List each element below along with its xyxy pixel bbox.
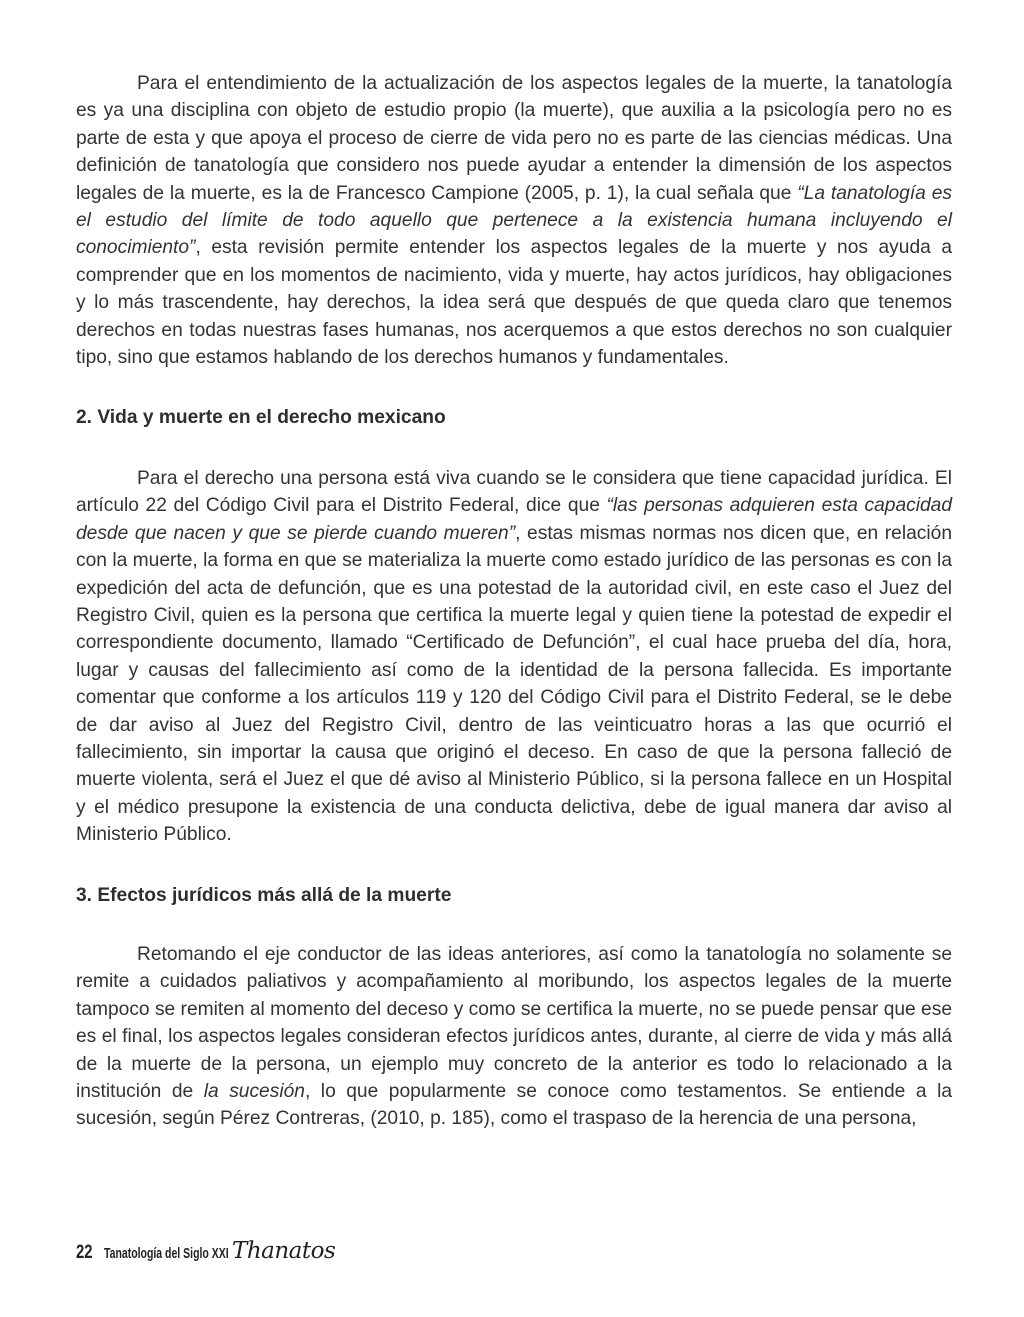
paragraph-text: , esta revisión permite entender los aspectos legales de la muerte y nos ayuda a comprender que en los momentos de nacimiento, vida y muerte, hay actos jurídicos, hay obligaciones y lo más trascendente, hay derechos, la idea será que después de que queda claro que tenemos derechos en todas nuestras fases humanas, nos acerquemos a que estos derechos no son cualquier tipo, sino que estamos hablando de los derechos humanos y fundamentales. xyxy=(76,237,952,369)
section-heading-3: 3. Efectos jurídicos más allá de la muerte xyxy=(76,884,452,906)
paragraph-section-3 xyxy=(76,941,952,1133)
paragraph-text: Retomando el eje conductor de las ideas anteriores, así como la tanatología no solamente se remite a cuidados paliativos y acompañamiento al moribundo, los aspectos legales de la muerte tampoco se remiten al momento del deceso y como se certifica la muerte, no se puede pensar que ese es el final, los aspectos legales consideran efectos jurídicos antes, durante, al cierre de vida y más allá de la muerte de la persona, un ejemplo muy concreto de la anterior es todo lo relacionado a la institución de xyxy=(76,943,952,1102)
page-number: 22 xyxy=(76,1242,93,1263)
sucesion-term: la sucesión xyxy=(203,1081,305,1102)
paragraph-text: Para el derecho una persona está viva cuando se le considera que tiene capacidad jurídica. El artículo 22 del Código Civil para el Distrito Federal, dice que xyxy=(76,467,952,517)
paragraph-intro xyxy=(76,70,952,371)
civil-code-quote: “las personas adquieren esta capacidad desde que nacen y que se pierde cuando mueren” xyxy=(76,495,952,544)
paragraph-text: Para el entendimiento de la actualización de los aspectos legales de la muerte, la tanatología es ya una disciplina con objeto de estudio propio (la muerte), que auxilia a la psicología pero no es parte de esta y que apoya el proceso de cierre de vida pero no es parte de las ciencias médicas. Una definición de tanatología que considero nos puede ayudar a entender la dimensión de los aspectos legales de la muerte, es la de Francesco Campione (2005, p. 1), la cual señala que xyxy=(76,73,952,204)
page-footer xyxy=(76,1238,335,1268)
paragraph-section-2 xyxy=(76,465,952,849)
paragraph-text: , estas mismas normas nos dicen que, en relación con la muerte, la forma en que se materializa la muerte como estado jurídico de las personas es con la expedición del acta de defunción, que es una potestad de la autoridad civil, en este caso el Juez del Registro Civil, quien es la persona que certifica la muerte legal y quien tiene la potestad de expedir el correspondiente documento, llamado “Certificado de Defunción”, el cual hace prueba del día, hora, lugar y causas del fallecimiento así como de la identidad de la persona fallecida. Es importante comentar que conforme a los artículos 119 y 120 del Código Civil para el Distrito Federal, se le debe de dar aviso al Juez del Registro Civil, dentro de las veinticuatro horas a las que ocurrió el fallecimiento, sin importar la causa que originó el deceso. En caso de que la persona falleció de muerte violenta, será el Juez el que dé aviso al Ministerio Público, si la persona fallece en un Hospital y el médico presupone la existencia de una conducta delictiva, debe de igual manera dar aviso al Ministerio Público. xyxy=(76,522,952,846)
section-heading-2: 2. Vida y muerte en el derecho mexicano xyxy=(76,407,446,429)
thanatos-logo: Thanatos xyxy=(232,1238,336,1264)
campione-quote: “La tanatología es el estudio del límite de todo aquello que pertenece a la existencia humana incluyendo el conocimiento” xyxy=(76,182,952,259)
document-body xyxy=(76,70,952,1133)
paragraph-text: , lo que popularmente se conoce como testamentos. Se entiende a la sucesión, según Pérez Contreras, (2010, p. 185), como el traspaso de la herencia de una persona, xyxy=(76,1081,953,1130)
journal-name: Tanatología del Siglo XXI xyxy=(104,1245,229,1262)
